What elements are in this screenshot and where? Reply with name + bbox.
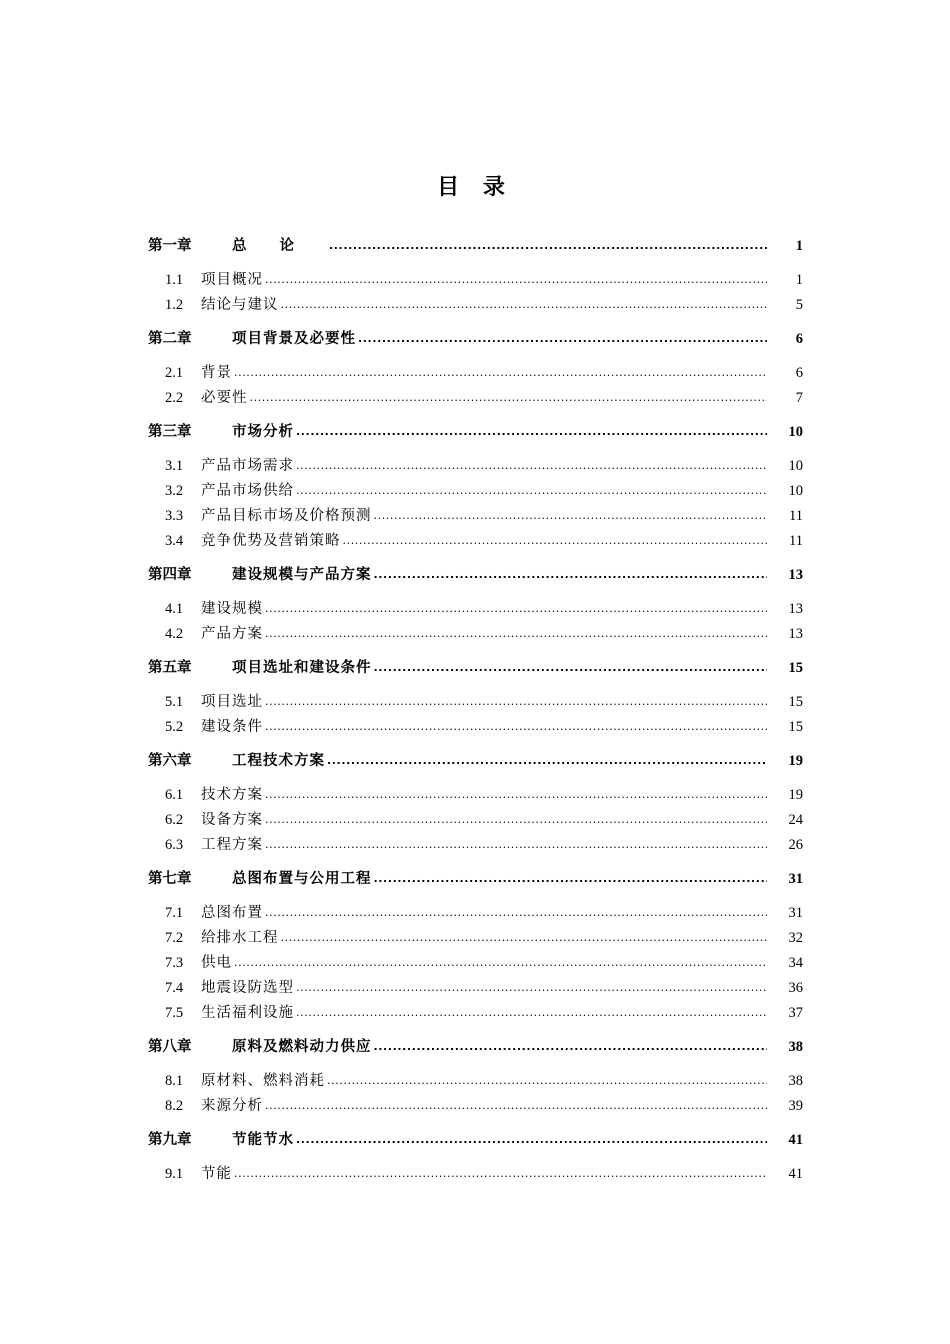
section-number: 7.1 — [165, 905, 184, 921]
section-title: 必要性 — [201, 390, 248, 406]
toc-section-entry[interactable] — [148, 976, 803, 1001]
dot-leader — [265, 1097, 767, 1113]
section-page-number: 15 — [788, 719, 803, 735]
section-page-number: 19 — [788, 787, 803, 803]
toc-title: 目 录 — [437, 175, 513, 200]
section-page-number: 5 — [795, 297, 803, 313]
chapter-number: 第二章 — [148, 331, 192, 347]
dot-leader — [358, 330, 767, 346]
chapter-page-number: 41 — [788, 1132, 803, 1148]
section-number: 2.1 — [165, 365, 184, 381]
section-page-number: 13 — [788, 601, 803, 617]
section-title: 建设规模 — [201, 601, 263, 617]
section-number: 5.1 — [165, 694, 184, 710]
section-number: 7.5 — [165, 1005, 184, 1021]
section-page-number: 24 — [788, 812, 803, 828]
toc-section-entry[interactable] — [148, 454, 803, 479]
dot-leader — [265, 271, 767, 287]
section-title: 设备方案 — [201, 812, 263, 828]
section-title: 节能 — [201, 1166, 232, 1182]
section-number: 7.4 — [165, 980, 184, 996]
chapter-page-number: 19 — [788, 753, 803, 769]
dot-leader — [296, 423, 767, 439]
chapter-page-number: 31 — [788, 871, 803, 887]
section-number: 3.1 — [165, 458, 184, 474]
dot-leader — [296, 1131, 767, 1147]
dot-leader — [374, 566, 768, 582]
chapter-page-number: 6 — [795, 331, 803, 347]
section-page-number: 7 — [795, 390, 803, 406]
toc-section-entry[interactable] — [148, 504, 803, 529]
chapter-title: 节能节水 — [232, 1132, 294, 1148]
chapter-number: 第四章 — [148, 567, 192, 583]
toc-section-entry[interactable] — [148, 386, 803, 411]
toc-chapter-entry[interactable] — [148, 867, 803, 892]
dot-leader — [265, 786, 767, 802]
section-title: 生活福利设施 — [201, 1005, 294, 1021]
dot-leader — [281, 929, 768, 945]
chapter-number: 第九章 — [148, 1132, 192, 1148]
toc-section-entry[interactable] — [148, 901, 803, 926]
dot-leader — [296, 457, 767, 473]
section-number: 7.3 — [165, 955, 184, 971]
dot-leader — [374, 1038, 768, 1054]
toc-section-entry[interactable] — [148, 293, 803, 318]
section-number: 1.2 — [165, 297, 184, 313]
toc-section-entry[interactable] — [148, 479, 803, 504]
section-title: 项目选址 — [201, 694, 263, 710]
section-number: 8.1 — [165, 1073, 184, 1089]
chapter-number: 第一章 — [148, 238, 192, 254]
section-page-number: 11 — [789, 508, 803, 524]
toc-chapter-entry[interactable] — [148, 1035, 803, 1060]
dot-leader — [374, 870, 768, 886]
section-number: 8.2 — [165, 1098, 184, 1114]
chapter-page-number: 38 — [788, 1039, 803, 1055]
chapter-page-number: 10 — [788, 424, 803, 440]
section-number: 5.2 — [165, 719, 184, 735]
section-page-number: 32 — [788, 930, 803, 946]
chapter-title: 总论 — [232, 238, 327, 254]
toc-chapter-entry[interactable] — [148, 234, 803, 259]
section-page-number: 10 — [788, 483, 803, 499]
dot-leader — [234, 364, 767, 380]
dot-leader — [327, 752, 767, 768]
section-title: 产品方案 — [201, 626, 263, 642]
dot-leader — [265, 836, 767, 852]
toc-section-entry[interactable] — [148, 808, 803, 833]
section-page-number: 34 — [788, 955, 803, 971]
toc-section-entry[interactable] — [148, 597, 803, 622]
dot-leader — [265, 718, 767, 734]
section-page-number: 37 — [788, 1005, 803, 1021]
section-title: 总图布置 — [201, 905, 263, 921]
table-of-contents — [148, 234, 803, 1187]
chapter-title: 项目选址和建设条件 — [232, 660, 372, 676]
toc-chapter-entry[interactable] — [148, 1128, 803, 1153]
section-number: 6.2 — [165, 812, 184, 828]
chapter-number: 第七章 — [148, 871, 192, 887]
section-page-number: 41 — [788, 1166, 803, 1182]
toc-chapter-entry[interactable] — [148, 327, 803, 352]
dot-leader — [265, 811, 767, 827]
chapter-title: 工程技术方案 — [232, 753, 325, 769]
section-title: 项目概况 — [201, 272, 263, 288]
dot-leader — [281, 296, 768, 312]
toc-section-entry[interactable] — [148, 715, 803, 740]
section-page-number: 6 — [795, 365, 803, 381]
dot-leader — [265, 600, 767, 616]
section-title: 给排水工程 — [201, 930, 279, 946]
toc-section-entry[interactable] — [148, 926, 803, 951]
section-page-number: 39 — [788, 1098, 803, 1114]
dot-leader — [374, 507, 768, 523]
toc-section-entry[interactable] — [148, 622, 803, 647]
section-page-number: 15 — [788, 694, 803, 710]
toc-section-entry[interactable] — [148, 951, 803, 976]
toc-section-entry[interactable] — [148, 529, 803, 554]
section-title: 建设条件 — [201, 719, 263, 735]
section-page-number: 38 — [788, 1073, 803, 1089]
section-title: 结论与建议 — [201, 297, 279, 313]
section-number: 7.2 — [165, 930, 184, 946]
dot-leader — [234, 954, 767, 970]
dot-leader — [343, 532, 768, 548]
toc-section-entry[interactable] — [148, 361, 803, 386]
toc-section-entry[interactable] — [148, 783, 803, 808]
section-page-number: 10 — [788, 458, 803, 474]
toc-section-entry[interactable] — [148, 1001, 803, 1026]
dot-leader — [296, 979, 767, 995]
section-title: 技术方案 — [201, 787, 263, 803]
section-title: 产品市场需求 — [201, 458, 294, 474]
chapter-title: 市场分析 — [232, 424, 294, 440]
chapter-title: 总图布置与公用工程 — [232, 871, 372, 887]
section-page-number: 31 — [788, 905, 803, 921]
section-page-number: 26 — [788, 837, 803, 853]
dot-leader — [296, 1004, 767, 1020]
section-title: 背景 — [201, 365, 232, 381]
chapter-page-number: 13 — [788, 567, 803, 583]
chapter-number: 第六章 — [148, 753, 192, 769]
section-number: 3.4 — [165, 533, 184, 549]
toc-section-entry[interactable] — [148, 690, 803, 715]
toc-section-entry[interactable] — [148, 1162, 803, 1187]
toc-section-entry[interactable] — [148, 833, 803, 858]
toc-chapter-entry[interactable] — [148, 656, 803, 681]
chapter-page-number: 1 — [795, 238, 803, 254]
section-number: 9.1 — [165, 1166, 184, 1182]
chapter-number: 第八章 — [148, 1039, 192, 1055]
chapter-number: 第三章 — [148, 424, 192, 440]
dot-leader — [327, 1072, 767, 1088]
dot-leader — [234, 1165, 767, 1181]
chapter-title: 项目背景及必要性 — [232, 331, 356, 347]
chapter-page-number: 15 — [788, 660, 803, 676]
section-page-number: 1 — [795, 272, 803, 288]
section-page-number: 11 — [789, 533, 803, 549]
section-page-number: 13 — [788, 626, 803, 642]
section-number: 3.3 — [165, 508, 184, 524]
section-title: 竞争优势及营销策略 — [201, 533, 341, 549]
section-number: 2.2 — [165, 390, 184, 406]
chapter-title: 原料及燃料动力供应 — [232, 1039, 372, 1055]
toc-section-entry[interactable] — [148, 1069, 803, 1094]
section-title: 地震设防选型 — [201, 980, 294, 996]
section-title: 原材料、燃料消耗 — [201, 1073, 325, 1089]
chapter-title: 建设规模与产品方案 — [232, 567, 372, 583]
section-number: 1.1 — [165, 272, 184, 288]
section-number: 4.2 — [165, 626, 184, 642]
dot-leader — [329, 237, 767, 253]
section-number: 3.2 — [165, 483, 184, 499]
dot-leader — [265, 693, 767, 709]
section-title: 供电 — [201, 955, 232, 971]
dot-leader — [265, 625, 767, 641]
section-number: 6.1 — [165, 787, 184, 803]
dot-leader — [374, 659, 768, 675]
toc-chapter-entry[interactable] — [148, 749, 803, 774]
section-title: 工程方案 — [201, 837, 263, 853]
dot-leader — [296, 482, 767, 498]
section-page-number: 36 — [788, 980, 803, 996]
section-title: 来源分析 — [201, 1098, 263, 1114]
section-title: 产品市场供给 — [201, 483, 294, 499]
chapter-number: 第五章 — [148, 660, 192, 676]
section-title: 产品目标市场及价格预测 — [201, 508, 372, 524]
toc-section-entry[interactable] — [148, 1094, 803, 1119]
toc-chapter-entry[interactable] — [148, 563, 803, 588]
section-number: 6.3 — [165, 837, 184, 853]
section-number: 4.1 — [165, 601, 184, 617]
dot-leader — [265, 904, 767, 920]
toc-chapter-entry[interactable] — [148, 420, 803, 445]
toc-section-entry[interactable] — [148, 268, 803, 293]
dot-leader — [250, 389, 768, 405]
